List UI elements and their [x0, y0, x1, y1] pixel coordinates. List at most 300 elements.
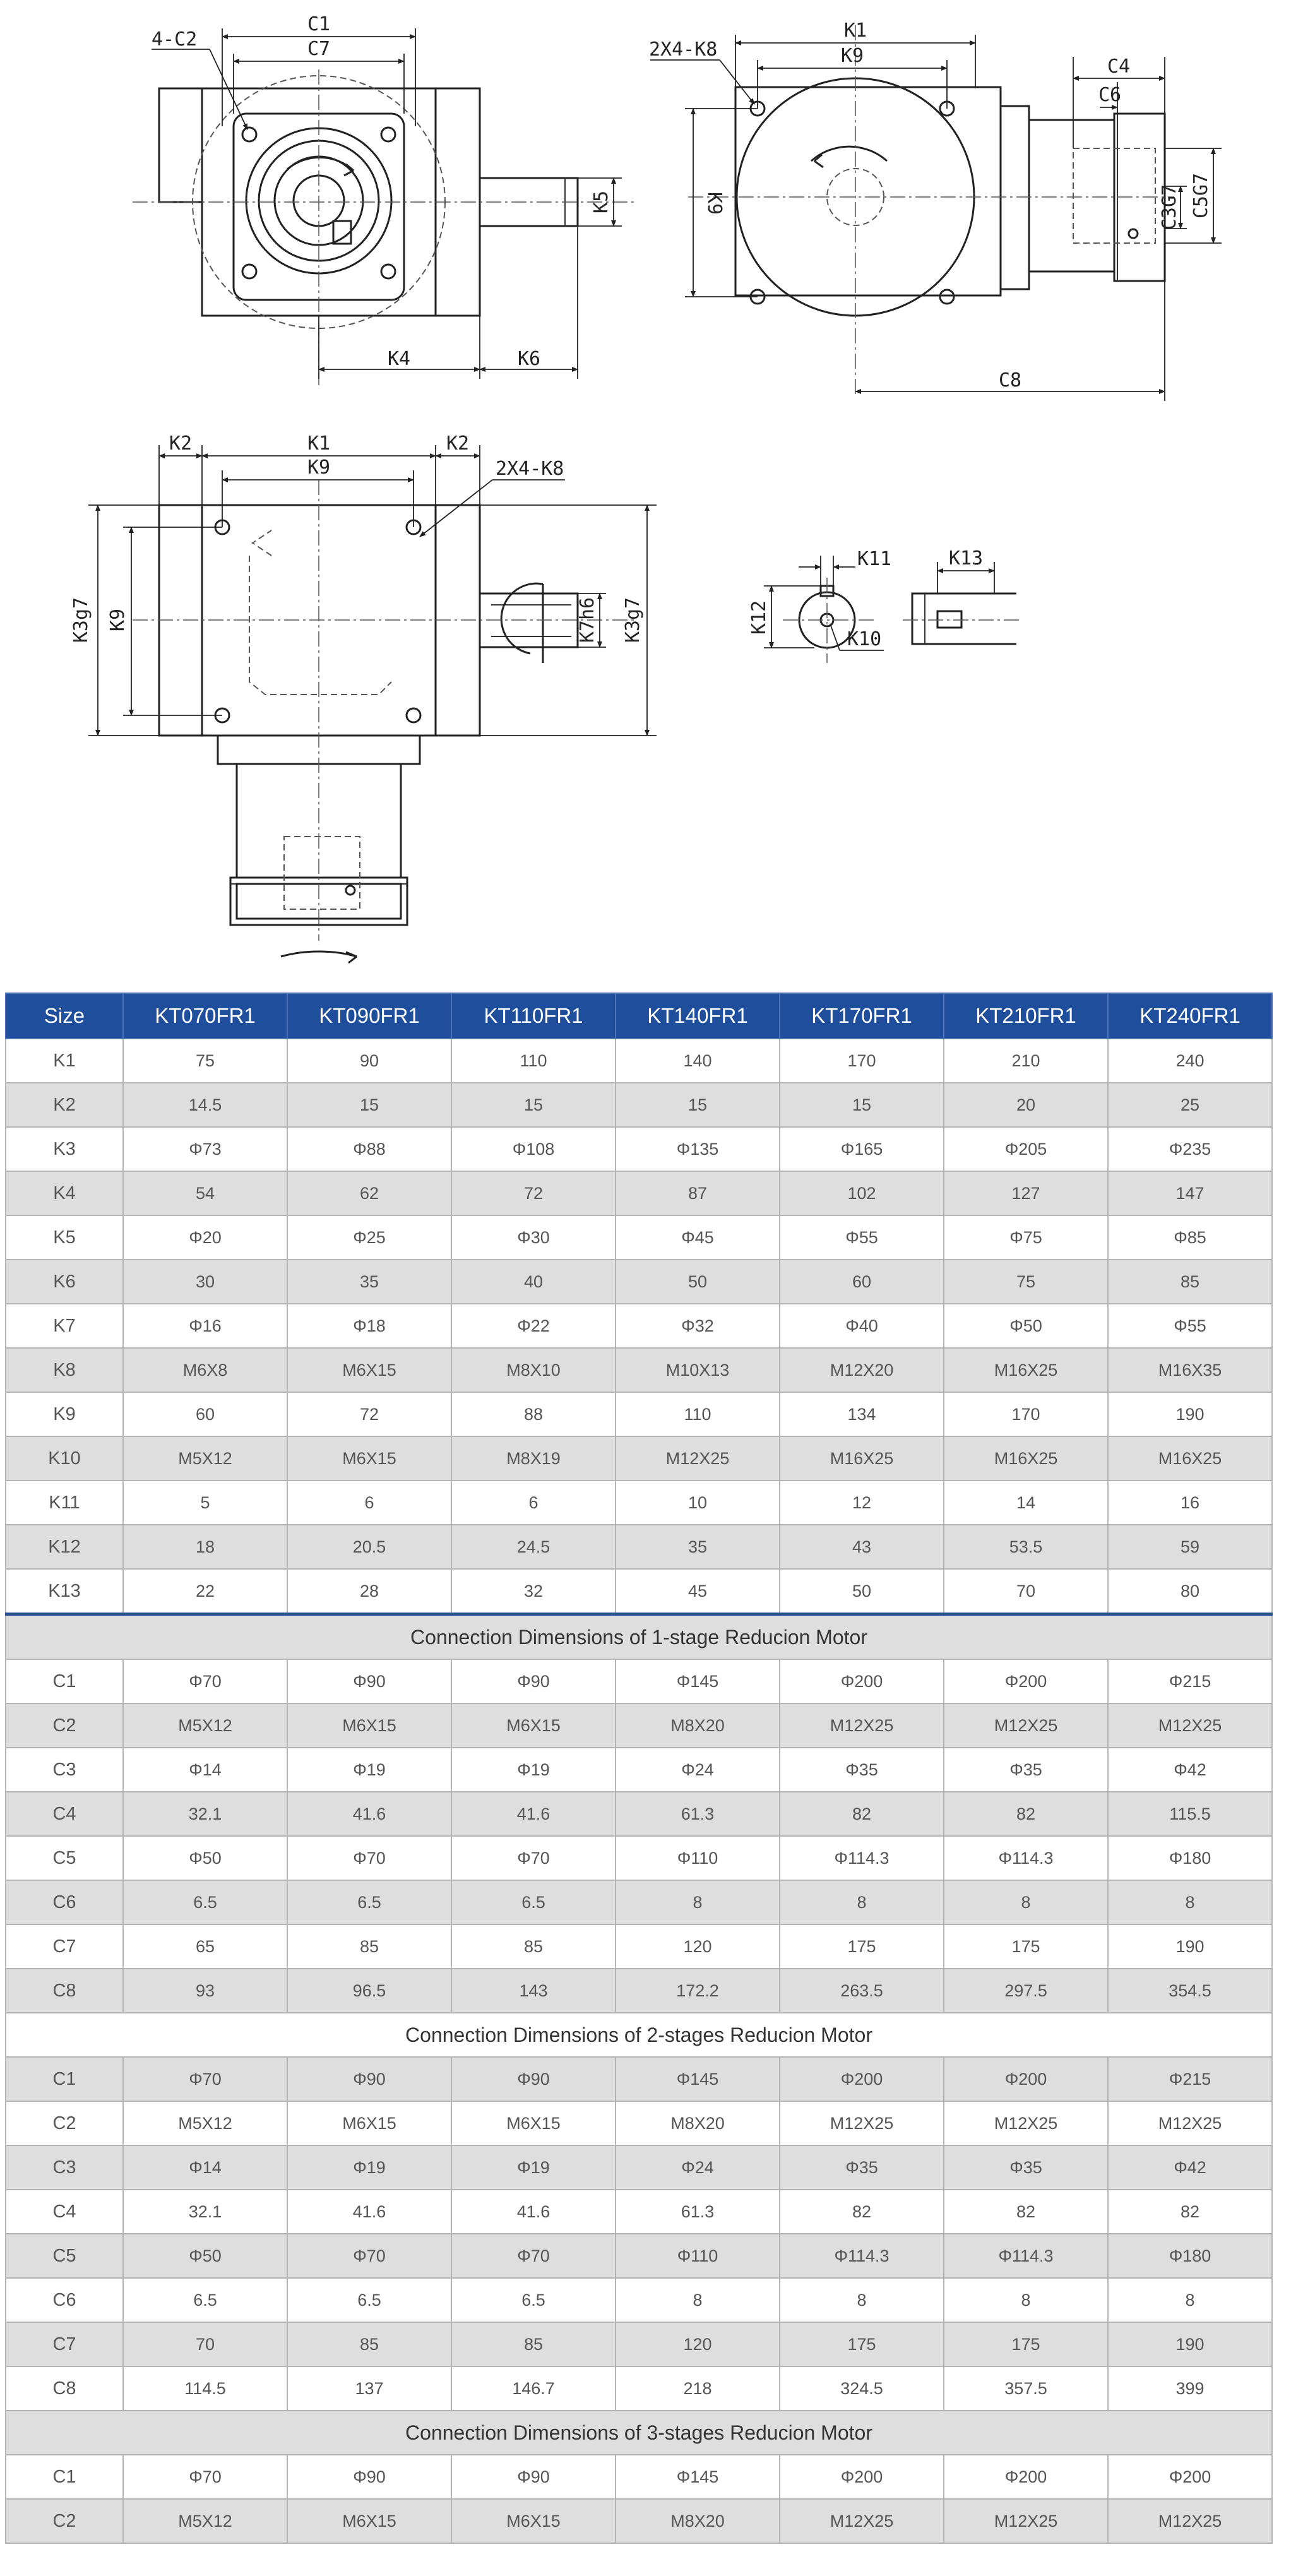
label-k9-side: K9 — [703, 191, 725, 215]
table-cell: 93 — [123, 1969, 287, 2013]
table-cell: Φ114.3 — [944, 1836, 1108, 1880]
table-cell: Φ200 — [1108, 2455, 1272, 2499]
table-cell: 8 — [616, 2278, 780, 2322]
table-cell: M16X25 — [780, 1436, 944, 1481]
table-cell: 137 — [287, 2366, 451, 2411]
table-cell: Φ70 — [451, 2234, 616, 2278]
table-cell: M8X19 — [451, 1436, 616, 1481]
table-cell: M6X15 — [451, 1703, 616, 1748]
table-cell: M6X15 — [451, 2499, 616, 2543]
table-cell: Φ145 — [616, 2057, 780, 2101]
table-cell: Φ75 — [944, 1215, 1108, 1260]
table-cell: Φ35 — [944, 1748, 1108, 1792]
table-cell: 53.5 — [944, 1525, 1108, 1569]
table-cell: 30 — [123, 1260, 287, 1304]
table-cell: Φ88 — [287, 1127, 451, 1171]
table-cell: 96.5 — [287, 1969, 451, 2013]
table-cell: 41.6 — [451, 2190, 616, 2234]
table-row — [6, 1392, 1272, 1436]
table-row — [6, 2455, 1272, 2499]
table-row — [6, 1880, 1272, 1924]
table-cell: Φ145 — [616, 2455, 780, 2499]
table-cell: Φ35 — [780, 2145, 944, 2190]
table-cell: 175 — [944, 2322, 1108, 2366]
table-cell: M6X15 — [451, 2101, 616, 2145]
row-label: C1 — [6, 2455, 123, 2499]
table-row — [6, 1924, 1272, 1969]
table-cell: 170 — [780, 1039, 944, 1083]
table-cell: 110 — [616, 1392, 780, 1436]
table-cell: 60 — [123, 1392, 287, 1436]
table-cell: M10X13 — [616, 1348, 780, 1392]
table-cell: 41.6 — [287, 2190, 451, 2234]
table-cell: Φ145 — [616, 1659, 780, 1703]
dimension-table — [5, 993, 1273, 2544]
table-cell: 75 — [944, 1260, 1108, 1304]
table-cell: Φ70 — [451, 1836, 616, 1880]
row-label: C8 — [6, 1969, 123, 2013]
table-cell: 14 — [944, 1481, 1108, 1525]
table-cell: 8 — [944, 2278, 1108, 2322]
table-cell: Φ42 — [1108, 2145, 1272, 2190]
section-title-row — [6, 1614, 1272, 1660]
label-k5: K5 — [590, 190, 612, 214]
table-cell: 20.5 — [287, 1525, 451, 1569]
table-cell: Φ114.3 — [944, 2234, 1108, 2278]
label-2x4-k8: 2X4-K8 — [649, 39, 718, 61]
table-cell: 324.5 — [780, 2366, 944, 2411]
row-label: C7 — [6, 1924, 123, 1969]
label-k4: K4 — [387, 348, 411, 370]
table-cell: M5X12 — [123, 1436, 287, 1481]
table-cell: Φ55 — [1108, 1304, 1272, 1348]
table-cell: 28 — [287, 1569, 451, 1614]
table-cell: 80 — [1108, 1569, 1272, 1614]
table-cell: Φ200 — [944, 2057, 1108, 2101]
label-k9-left: K9 — [107, 608, 129, 632]
table-cell: 8 — [1108, 2278, 1272, 2322]
table-cell: 297.5 — [944, 1969, 1108, 2013]
table-cell: 114.5 — [123, 2366, 287, 2411]
row-label: C2 — [6, 2499, 123, 2543]
row-label: C5 — [6, 2234, 123, 2278]
table-header-row — [6, 993, 1272, 1039]
table-cell: 59 — [1108, 1525, 1272, 1569]
table-cell: 6 — [451, 1481, 616, 1525]
table-cell: Φ70 — [287, 2234, 451, 2278]
table-cell: Φ35 — [780, 1748, 944, 1792]
table-cell: 16 — [1108, 1481, 1272, 1525]
table-cell: Φ70 — [123, 1659, 287, 1703]
header-size: Size — [6, 993, 123, 1039]
table-cell: 88 — [451, 1392, 616, 1436]
label-k6: K6 — [517, 348, 541, 370]
row-label: C5 — [6, 1836, 123, 1880]
table-cell: 41.6 — [287, 1792, 451, 1836]
row-label: K6 — [6, 1260, 123, 1304]
table-cell: 8 — [780, 2278, 944, 2322]
table-cell: Φ73 — [123, 1127, 287, 1171]
table-cell: 120 — [616, 1924, 780, 1969]
table-cell: Φ18 — [287, 1304, 451, 1348]
label-c4: C4 — [1107, 56, 1131, 78]
table-cell: 6.5 — [287, 2278, 451, 2322]
label-k7h6: K7h6 — [576, 597, 598, 643]
table-cell: 90 — [287, 1039, 451, 1083]
table-cell: Φ24 — [616, 1748, 780, 1792]
table-cell: Φ14 — [123, 2145, 287, 2190]
label-k2-right: K2 — [446, 432, 470, 455]
table-row — [6, 2322, 1272, 2366]
table-cell: 175 — [944, 1924, 1108, 1969]
table-cell: 102 — [780, 1171, 944, 1215]
table-cell: Φ55 — [780, 1215, 944, 1260]
table-cell: M6X15 — [287, 1436, 451, 1481]
table-cell: 20 — [944, 1083, 1108, 1127]
table-cell: Φ42 — [1108, 1748, 1272, 1792]
table-cell: M16X25 — [944, 1436, 1108, 1481]
table-row — [6, 2190, 1272, 2234]
table-row — [6, 2499, 1272, 2543]
table-cell: 75 — [123, 1039, 287, 1083]
table-cell: 8 — [780, 1880, 944, 1924]
table-cell: Φ70 — [123, 2455, 287, 2499]
table-cell: 10 — [616, 1481, 780, 1525]
table-cell: 6.5 — [451, 1880, 616, 1924]
table-cell: 110 — [451, 1039, 616, 1083]
table-cell: Φ200 — [780, 2057, 944, 2101]
row-label: K12 — [6, 1525, 123, 1569]
table-row — [6, 1481, 1272, 1525]
table-cell: Φ50 — [123, 2234, 287, 2278]
row-label: K10 — [6, 1436, 123, 1481]
table-cell: 15 — [451, 1083, 616, 1127]
table-cell: Φ180 — [1108, 2234, 1272, 2278]
table-row — [6, 1304, 1272, 1348]
row-label: C1 — [6, 1659, 123, 1703]
section-title-row — [6, 2013, 1272, 2057]
label-k3g7-right: K3g7 — [622, 597, 644, 643]
table-cell: Φ114.3 — [780, 2234, 944, 2278]
label-k3g7-left: K3g7 — [70, 597, 92, 643]
table-cell: Φ45 — [616, 1215, 780, 1260]
table-cell: 70 — [123, 2322, 287, 2366]
table-cell: 65 — [123, 1924, 287, 1969]
table-cell: 147 — [1108, 1171, 1272, 1215]
table-cell: 85 — [1108, 1260, 1272, 1304]
table-cell: 85 — [287, 2322, 451, 2366]
table-cell: 82 — [780, 2190, 944, 2234]
table-row — [6, 1836, 1272, 1880]
table-cell: M6X15 — [287, 2499, 451, 2543]
table-cell: 146.7 — [451, 2366, 616, 2411]
table-row — [6, 2278, 1272, 2322]
table-cell: 82 — [944, 2190, 1108, 2234]
table-cell: M6X15 — [287, 1703, 451, 1748]
table-cell: Φ200 — [944, 1659, 1108, 1703]
table-cell: Φ19 — [451, 2145, 616, 2190]
table-cell: M12X25 — [780, 1703, 944, 1748]
label-k9: K9 — [840, 45, 864, 67]
view-front-with-motor — [70, 432, 657, 963]
label-k1-front: K1 — [307, 432, 331, 455]
table-cell: Φ215 — [1108, 2057, 1272, 2101]
table-cell: M12X25 — [616, 1436, 780, 1481]
table-cell: M12X25 — [944, 1703, 1108, 1748]
section-title: Connection Dimensions of 1-stage Reducion Motor — [6, 1614, 1272, 1660]
table-cell: 82 — [780, 1792, 944, 1836]
row-label: K8 — [6, 1348, 123, 1392]
table-cell: Φ70 — [123, 2057, 287, 2101]
table-cell: 50 — [616, 1260, 780, 1304]
table-cell: 14.5 — [123, 1083, 287, 1127]
label-k1: K1 — [843, 20, 867, 42]
table-cell: Φ180 — [1108, 1836, 1272, 1880]
view-flange-face — [133, 13, 638, 385]
table-cell: M16X25 — [1108, 1436, 1272, 1481]
table-cell: Φ200 — [780, 2455, 944, 2499]
label-c1: C1 — [307, 13, 331, 35]
table-cell: Φ19 — [451, 1748, 616, 1792]
table-row — [6, 1748, 1272, 1792]
table-cell: 32 — [451, 1569, 616, 1614]
table-cell: 62 — [287, 1171, 451, 1215]
table-cell: 6.5 — [451, 2278, 616, 2322]
table-cell: Φ205 — [944, 1127, 1108, 1171]
row-label: K1 — [6, 1039, 123, 1083]
label-k13: K13 — [948, 547, 984, 569]
table-cell: 40 — [451, 1260, 616, 1304]
row-label: C2 — [6, 1703, 123, 1748]
table-row — [6, 1525, 1272, 1569]
table-cell: M5X12 — [123, 2499, 287, 2543]
table-cell: Φ22 — [451, 1304, 616, 1348]
table-cell: 72 — [287, 1392, 451, 1436]
table-row — [6, 1792, 1272, 1836]
table-cell: 6.5 — [123, 1880, 287, 1924]
table-cell: 190 — [1108, 1924, 1272, 1969]
row-label: K11 — [6, 1481, 123, 1525]
table-cell: Φ85 — [1108, 1215, 1272, 1260]
table-row — [6, 1436, 1272, 1481]
table-cell: M12X25 — [944, 2499, 1108, 2543]
table-cell: 60 — [780, 1260, 944, 1304]
table-row — [6, 1083, 1272, 1127]
table-cell: 70 — [944, 1569, 1108, 1614]
header-model: KT110FR1 — [451, 993, 616, 1039]
table-cell: 35 — [616, 1525, 780, 1569]
table-cell: Φ40 — [780, 1304, 944, 1348]
table-row — [6, 1215, 1272, 1260]
table-cell: M12X25 — [1108, 1703, 1272, 1748]
table-cell: 210 — [944, 1039, 1108, 1083]
table-row — [6, 1348, 1272, 1392]
table-cell: M5X12 — [123, 2101, 287, 2145]
label-k2-left: K2 — [169, 432, 193, 455]
table-cell: Φ16 — [123, 1304, 287, 1348]
table-cell: 354.5 — [1108, 1969, 1272, 2013]
table-cell: 8 — [616, 1880, 780, 1924]
table-cell: 218 — [616, 2366, 780, 2411]
view-shaft-details — [748, 547, 1023, 663]
table-cell: 190 — [1108, 2322, 1272, 2366]
table-cell: 85 — [451, 2322, 616, 2366]
table-cell: M12X25 — [1108, 2101, 1272, 2145]
table-cell: 24.5 — [451, 1525, 616, 1569]
table-cell: Φ25 — [287, 1215, 451, 1260]
row-label: C6 — [6, 1880, 123, 1924]
row-label: K2 — [6, 1083, 123, 1127]
table-cell: 32.1 — [123, 2190, 287, 2234]
table-cell: 6 — [287, 1481, 451, 1525]
table-cell: Φ110 — [616, 2234, 780, 2278]
header-model: KT240FR1 — [1108, 993, 1272, 1039]
table-cell: 87 — [616, 1171, 780, 1215]
table-cell: 61.3 — [616, 1792, 780, 1836]
table-cell: M16X25 — [944, 1348, 1108, 1392]
label-c7: C7 — [307, 38, 331, 60]
table-row — [6, 1039, 1272, 1083]
row-label: C4 — [6, 1792, 123, 1836]
drawing-canvas — [0, 0, 1303, 972]
technical-drawings — [0, 0, 1303, 972]
table-cell: 35 — [287, 1260, 451, 1304]
table-row — [6, 1171, 1272, 1215]
row-label: C2 — [6, 2101, 123, 2145]
table-cell: Φ32 — [616, 1304, 780, 1348]
table-cell: 175 — [780, 1924, 944, 1969]
label-k9-front: K9 — [307, 456, 331, 479]
table-cell: Φ90 — [451, 1659, 616, 1703]
label-k11: K11 — [857, 548, 892, 570]
table-cell: Φ114.3 — [780, 1836, 944, 1880]
row-label: K5 — [6, 1215, 123, 1260]
table-cell: Φ235 — [1108, 1127, 1272, 1171]
header-model: KT140FR1 — [616, 993, 780, 1039]
label-c5g7: C5G7 — [1190, 172, 1212, 219]
row-label: K9 — [6, 1392, 123, 1436]
row-label: C3 — [6, 1748, 123, 1792]
table-row — [6, 1703, 1272, 1748]
table-cell: M12X20 — [780, 1348, 944, 1392]
label-k12: K12 — [748, 600, 770, 635]
table-cell: 120 — [616, 2322, 780, 2366]
table-cell: 399 — [1108, 2366, 1272, 2411]
table-cell: 15 — [616, 1083, 780, 1127]
row-label: K13 — [6, 1569, 123, 1614]
table-cell: 15 — [780, 1083, 944, 1127]
table-row — [6, 2366, 1272, 2411]
label-c8: C8 — [998, 369, 1022, 391]
table-cell: 18 — [123, 1525, 287, 1569]
label-k10: K10 — [847, 628, 882, 650]
row-label: C8 — [6, 2366, 123, 2411]
table-row — [6, 2057, 1272, 2101]
table-cell: 45 — [616, 1569, 780, 1614]
table-cell: 134 — [780, 1392, 944, 1436]
label-4-c2: 4-C2 — [152, 28, 198, 51]
label-c3g7: C3G7 — [1158, 184, 1181, 230]
table-cell: 61.3 — [616, 2190, 780, 2234]
table-cell: Φ14 — [123, 1748, 287, 1792]
table-cell: M12X25 — [780, 2499, 944, 2543]
table-cell: 115.5 — [1108, 1792, 1272, 1836]
table-cell: 170 — [944, 1392, 1108, 1436]
table-cell: Φ135 — [616, 1127, 780, 1171]
table-cell: 72 — [451, 1171, 616, 1215]
table-cell: Φ90 — [451, 2455, 616, 2499]
label-c6: C6 — [1098, 84, 1122, 106]
table-cell: M8X20 — [616, 1703, 780, 1748]
table-cell: M6X8 — [123, 1348, 287, 1392]
table-cell: 172.2 — [616, 1969, 780, 2013]
table-row — [6, 2145, 1272, 2190]
table-cell: 143 — [451, 1969, 616, 2013]
table-cell: M6X15 — [287, 2101, 451, 2145]
table-row — [6, 1569, 1272, 1614]
row-label: C4 — [6, 2190, 123, 2234]
table-row — [6, 1659, 1272, 1703]
table-cell: 85 — [451, 1924, 616, 1969]
table-cell: Φ30 — [451, 1215, 616, 1260]
table-cell: 12 — [780, 1481, 944, 1525]
table-cell: M8X10 — [451, 1348, 616, 1392]
row-label: K4 — [6, 1171, 123, 1215]
row-label: C7 — [6, 2322, 123, 2366]
view-side-motor-adapter — [649, 20, 1222, 401]
table-cell: 22 — [123, 1569, 287, 1614]
table-cell: 127 — [944, 1171, 1108, 1215]
table-cell: Φ19 — [287, 2145, 451, 2190]
table-cell: 25 — [1108, 1083, 1272, 1127]
table-cell: Φ35 — [944, 2145, 1108, 2190]
table-cell: Φ90 — [451, 2057, 616, 2101]
section-title-row — [6, 2411, 1272, 2455]
table-cell: Φ108 — [451, 1127, 616, 1171]
row-label: K7 — [6, 1304, 123, 1348]
table-row — [6, 2234, 1272, 2278]
table-cell: Φ50 — [944, 1304, 1108, 1348]
row-label: K3 — [6, 1127, 123, 1171]
table-cell: M8X20 — [616, 2101, 780, 2145]
table-cell: M12X25 — [944, 2101, 1108, 2145]
table-cell: 8 — [944, 1880, 1108, 1924]
table-cell: 54 — [123, 1171, 287, 1215]
header-model: KT210FR1 — [944, 993, 1108, 1039]
table-cell: 41.6 — [451, 1792, 616, 1836]
label-2x4-k8-front: 2X4-K8 — [496, 458, 564, 480]
table-cell: 240 — [1108, 1039, 1272, 1083]
table-cell: M5X12 — [123, 1703, 287, 1748]
table-cell: Φ50 — [123, 1836, 287, 1880]
table-cell: 82 — [944, 1792, 1108, 1836]
table-cell: 43 — [780, 1525, 944, 1569]
table-cell: 140 — [616, 1039, 780, 1083]
table-cell: M16X35 — [1108, 1348, 1272, 1392]
row-label: C6 — [6, 2278, 123, 2322]
table-cell: 5 — [123, 1481, 287, 1525]
table-cell: 175 — [780, 2322, 944, 2366]
header-model: KT070FR1 — [123, 993, 287, 1039]
table-cell: 263.5 — [780, 1969, 944, 2013]
header-model: KT170FR1 — [780, 993, 944, 1039]
table-cell: Φ90 — [287, 2455, 451, 2499]
table-cell: Φ200 — [780, 1659, 944, 1703]
table-cell: Φ70 — [287, 1836, 451, 1880]
header-model: KT090FR1 — [287, 993, 451, 1039]
table-cell: 82 — [1108, 2190, 1272, 2234]
table-cell: 357.5 — [944, 2366, 1108, 2411]
